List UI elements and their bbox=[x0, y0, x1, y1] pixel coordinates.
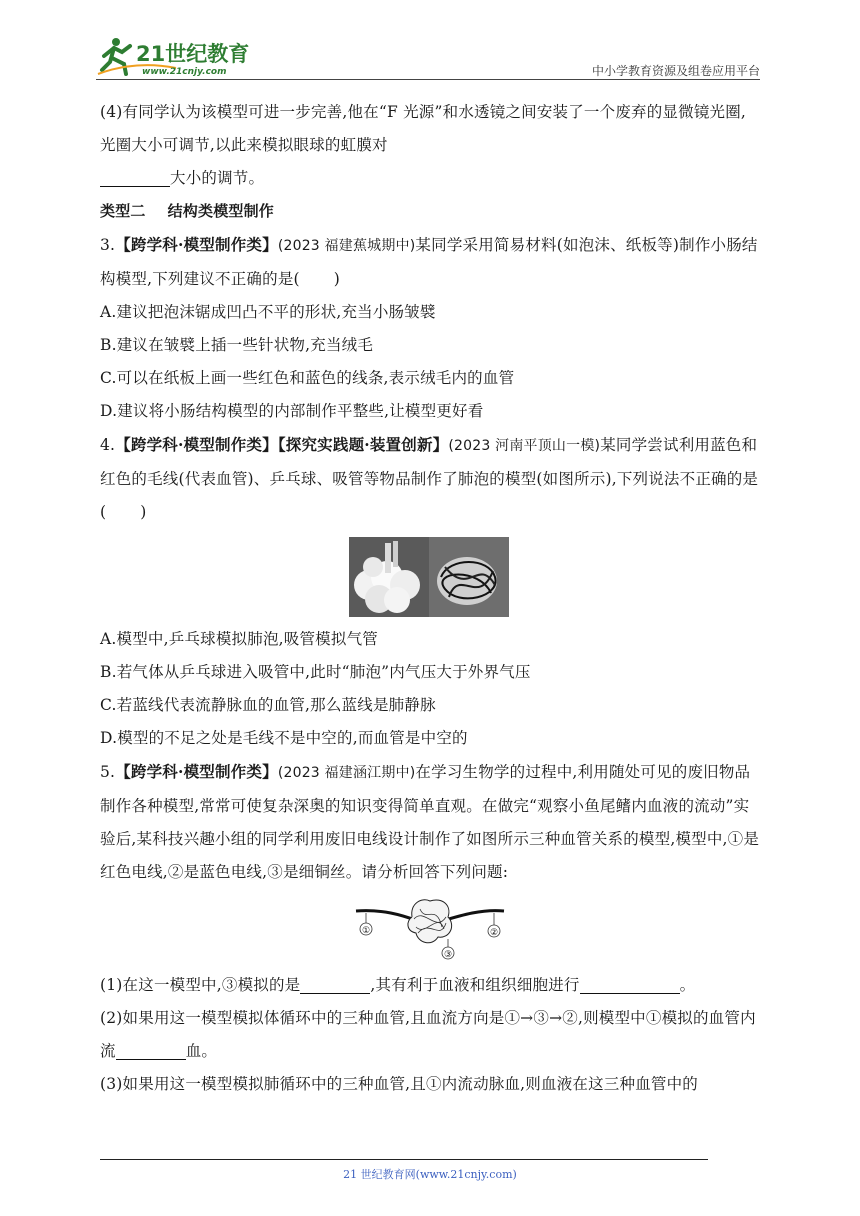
q3-number: 3. bbox=[100, 236, 116, 254]
platform-name: 中小学教育资源及组卷应用平台 bbox=[591, 64, 760, 78]
q5-sub3: (3)如果用这一模型模拟肺循环中的三种血管,且①内流动脉血,则血液在这三种血管中的 bbox=[100, 1075, 699, 1093]
answer-blank[interactable] bbox=[300, 975, 370, 994]
q4-close: ) bbox=[140, 503, 147, 521]
q4-option-b[interactable]: B.若气体从乒乓球进入吸管中,此时“肺泡”内气压大于外界气压 bbox=[100, 663, 531, 681]
fig-label-3: ③ bbox=[443, 950, 453, 960]
page-header bbox=[0, 0, 860, 90]
q2-4-text: (4)有同学认为该模型可进一步完善,他在“F 光源”和水透镜之间安装了一个废弃的显微镜光圈,光圈大小可调节,以此来模拟眼球的虹膜对 bbox=[100, 103, 747, 154]
q3-stem: 某同学采用简易材料(如泡沫、纸板等)制作小肠结构模型,下列建议不正确的是( bbox=[100, 236, 758, 288]
q4-tag-2: 【探究实践题·装置创新】 bbox=[277, 435, 449, 454]
header-divider bbox=[96, 79, 760, 80]
q3-option-c[interactable]: C.可以在纸板上画一些红色和蓝色的线条,表示绒毛内的血管 bbox=[100, 369, 515, 387]
q5-tag: 【跨学科·模型制作类】 bbox=[115, 762, 278, 781]
q4-option-d[interactable]: D.模型的不足之处是毛线不是中空的,而血管是中空的 bbox=[100, 729, 468, 747]
fig-label-1: ① bbox=[361, 926, 371, 936]
question-2-part-4 bbox=[100, 96, 760, 195]
section-heading bbox=[100, 195, 760, 228]
footer-divider bbox=[100, 1159, 708, 1160]
q3-tag: 【跨学科·模型制作类】 bbox=[115, 235, 278, 254]
q4-option-c[interactable]: C.若蓝线代表流静脉血的血管,那么蓝线是肺静脉 bbox=[100, 696, 436, 714]
alveoli-model-photo bbox=[349, 537, 509, 617]
logo-text: 21世纪教育 bbox=[136, 42, 250, 66]
footer-text[interactable]: 21 世纪教育网(www.21cnjy.com) bbox=[343, 1168, 517, 1181]
q3-option-b[interactable]: B.建议在皱襞上插一些针状物,充当绒毛 bbox=[100, 336, 374, 354]
q2-4-tail: 大小的调节。 bbox=[170, 169, 265, 187]
answer-blank[interactable] bbox=[580, 975, 680, 994]
logo-url: www.21cnjy.com bbox=[142, 67, 227, 77]
q5-number: 5. bbox=[100, 763, 116, 781]
question-4 bbox=[100, 428, 760, 755]
q5-sub2-a: (2)如果用这一模型模拟体循环中的三种血管,且血流方向是①→③→②,则模型中①模拟的血管内流 bbox=[100, 1009, 756, 1060]
q3-option-a[interactable]: A.建议把泡沫锯成凹凸不平的形状,充当小肠皱襞 bbox=[100, 303, 436, 321]
document-body bbox=[100, 96, 760, 1101]
section-title: 结构类模型制作 bbox=[167, 202, 275, 220]
q5-source: (2023 福建涵江期中) bbox=[277, 765, 416, 781]
section-label: 类型二 bbox=[100, 202, 146, 220]
question-5 bbox=[100, 755, 760, 1101]
q5-stem: 在学习生物学的过程中,利用随处可见的废旧物品制作各种模型,常常可使复杂深奥的知识变得简单直观。在做完“观察小鱼尾鳍内血液的流动”实验后,某科技兴趣小组的同学利用废旧电线设计制作了如图所示三种血管关系的模型,模型中,①是红色电线,②是蓝色电线,③是细铜丝。请分析回答下列问题: bbox=[100, 763, 760, 881]
q4-number: 4. bbox=[100, 436, 116, 454]
q5-sub1-a: (1)在这一模型中,③模拟的是 bbox=[100, 976, 301, 994]
q4-stem: 某同学尝试利用蓝色和红色的毛线(代表血管)、乒乓球、吸管等物品制作了肺泡的模型(如图所示),下列说法不正确的是( bbox=[100, 436, 759, 521]
site-logo[interactable] bbox=[96, 34, 266, 78]
q3-option-d[interactable]: D.建议将小肠结构模型的内部制作平整些,让模型更好看 bbox=[100, 402, 484, 420]
question-3 bbox=[100, 228, 760, 428]
q3-source: (2023 福建蕉城期中) bbox=[277, 238, 416, 254]
q4-option-a[interactable]: A.模型中,乒乓球模拟肺泡,吸管模拟气管 bbox=[100, 630, 378, 648]
q5-sub1-b: ,其有利于血液和组织细胞进行 bbox=[370, 976, 580, 994]
q3-close: ) bbox=[333, 270, 341, 288]
blood-vessel-wire-model bbox=[352, 897, 508, 963]
q4-tag-1: 【跨学科·模型制作类】 bbox=[115, 435, 278, 454]
q4-source: (2023 河南平顶山一模) bbox=[448, 438, 601, 454]
runner-logo-icon bbox=[96, 34, 266, 78]
fig-label-2: ② bbox=[489, 928, 499, 938]
answer-blank[interactable] bbox=[116, 1041, 186, 1060]
answer-blank[interactable] bbox=[100, 168, 170, 187]
q5-sub1-c: 。 bbox=[679, 976, 696, 994]
q5-sub2-b: 血。 bbox=[185, 1042, 218, 1060]
